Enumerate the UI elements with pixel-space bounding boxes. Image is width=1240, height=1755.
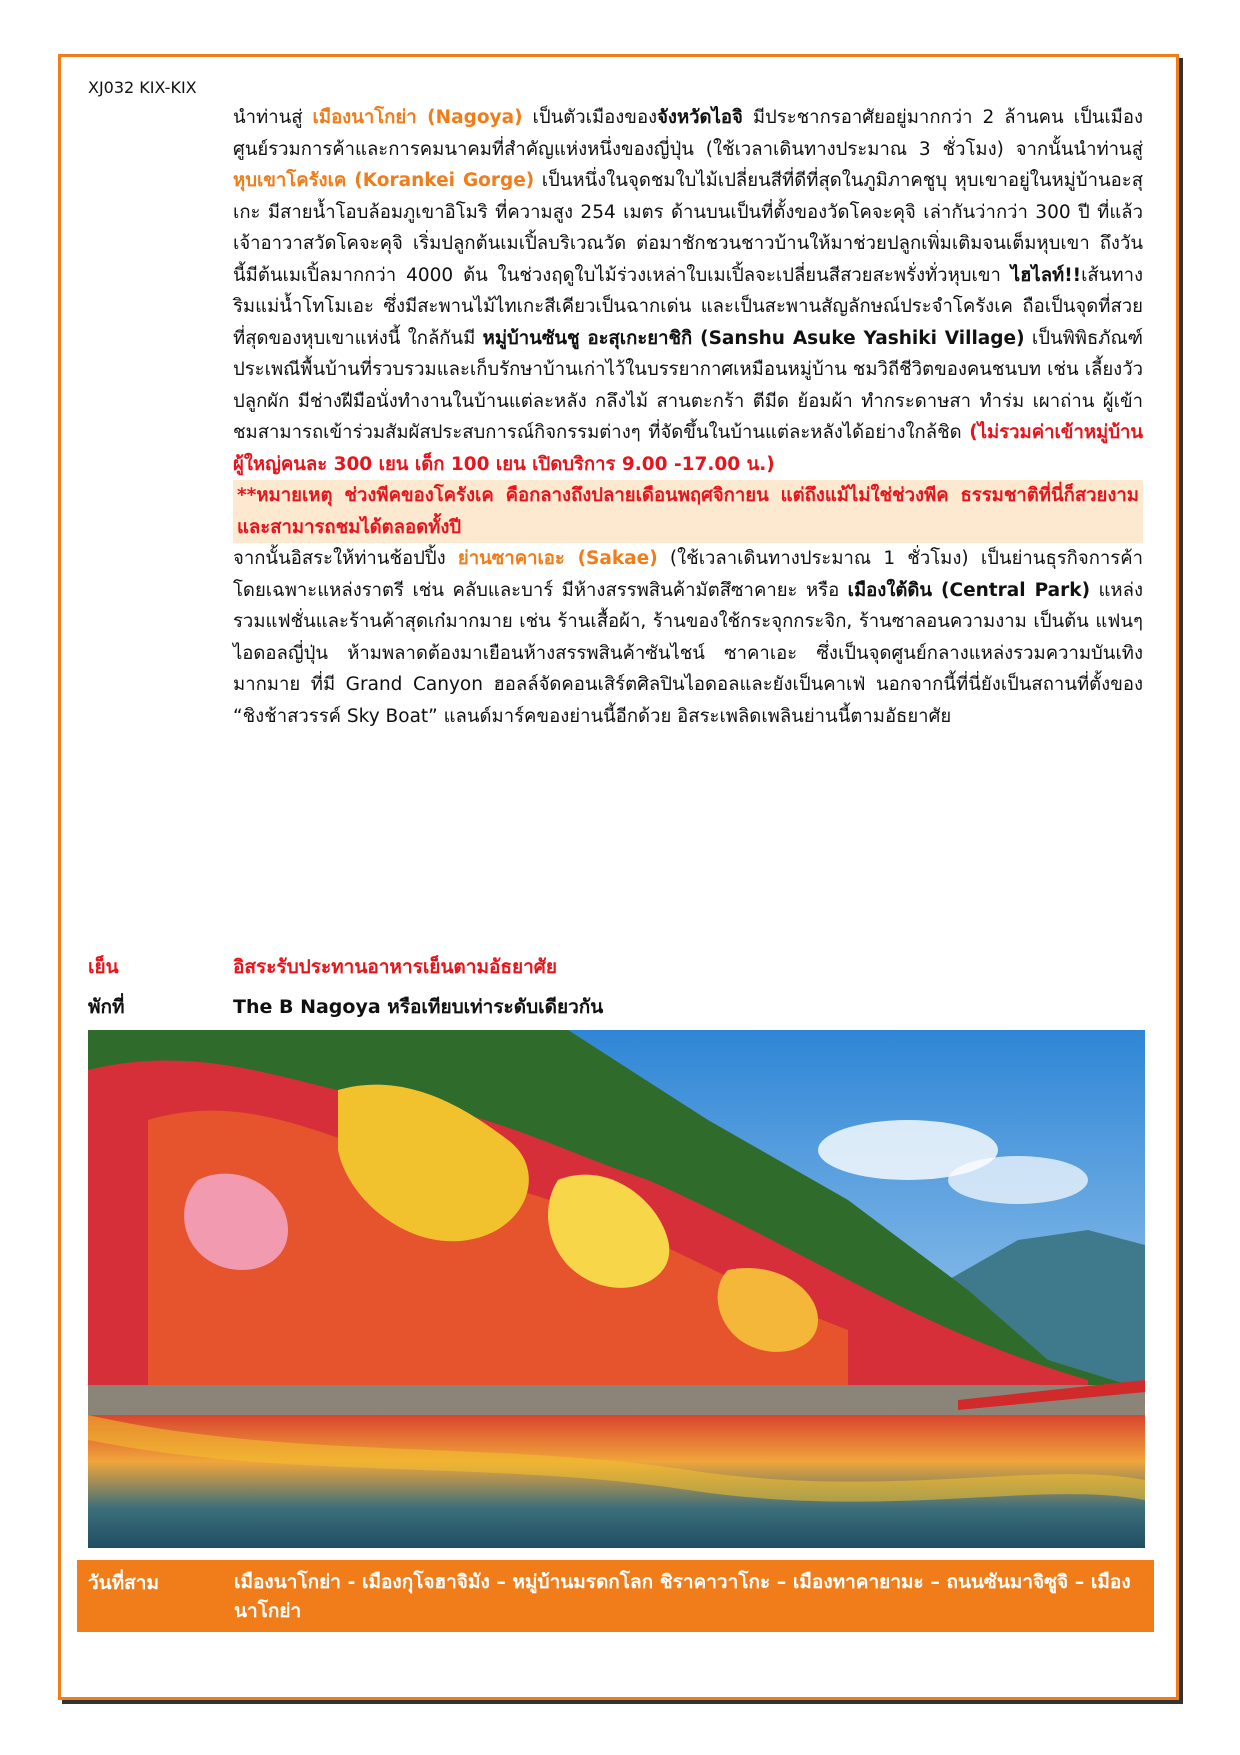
day-three-route: เมืองนาโกย่า - เมืองกุโจฮาจิมัง – หมู่บ้านมรดกโลก ชิราคาวาโกะ – เมืองทาคายามะ – ถนนซันมาจิซูจิ – เมืองนาโกย่า xyxy=(234,1571,1131,1622)
hotel-value: The B Nagoya หรือเทียบเท่าระดับเดียวกัน xyxy=(233,996,604,1018)
sakae-paragraph: จากนั้นอิสระให้ท่านช้อปปิ้ง ย่านซาคาเอะ (Sakae) (ใช้เวลาเดินทางประมาณ 1 ชั่วโมง) เป็นย่านธุรกิจการค้า โดยเฉพาะแหล่งราตรี เช่น คลับและบาร์ มีห้างสรรพสินค้ามัตสึซาคายะ หรือ เมืองใต้ดิน (Central Park) แหล่งรวมแฟชั่นและร้านค้าสุดเก๋มากมาย เช่น ร้านเสื้อผ้า, ร้านของใช้กระจุกกระจิก, ร้านซาลอนความงาม เป็นต้น แฟนๆไอดอลญี่ปุ่น ห้ามพลาดต้องมาเยือนห้างสรรพสินค้าซันไชน์ ซาคาเอะ ซึ่งเป็นจุดศูนย์กลางแหล่งรวมความบันเทิงมากมาย ที่มี Grand Canyon ฮอลล์จัดคอนเสิร์ตศิลปินไอดอลและยังเป็นคาเฟ่ นอกจากนี้ที่นี่ยังเป็นสถานที่ตั้งของ “ชิงช้าสวรรค์ Sky Boat” แลนด์มาร์คของย่านนี้อีกด้วย อิสระเพลิดเพลินย่านนี้ตามอัธยาศัย xyxy=(233,548,1143,727)
peak-season-note: **หมายเหตุ ช่วงพีคของโครังเค คือกลางถึงปลายเดือนพฤศจิกายน แต่ถึงแม้ไม่ใช่ช่วงพีค ธรรมชาติที่นี่ก็สวยงามและสามารถชมได้ตลอดทั้งปี xyxy=(233,480,1143,543)
dinner-label: เย็น xyxy=(88,956,119,978)
day-three-banner xyxy=(77,1560,1154,1632)
nagoya-korankei-paragraph: นำท่านสู่ เมืองนาโกย่า (Nagoya) เป็นตัวเมืองของจังหวัดไอจิ มีประชากรอาศัยอยู่มากกว่า 2 ล้านคน เป็นเมืองศูนย์รวมการค้าและการคมนาคมที่สำคัญแห่งหนึ่งของญี่ปุ่น (ใช้เวลาเดินทางประมาณ 3 ชั่วโมง) จากนั้นนำท่านสู่ หุบเขาโครังเค (Korankei Gorge) เป็นหนึ่งในจุดชมใบไม้เปลี่ยนสีที่ดีที่สุดในภูมิภาคชูบุ หุบเขาอยู่ในหมู่บ้านอะสุเกะ มีสายน้ำโอบล้อมภูเขาอิโมริ ที่ความสูง 254 เมตร ด้านบนเป็นที่ตั้งของวัดโคจะคุจิ เล่ากันว่ากว่า 300 ปี ที่แล้ว เจ้าอาวาสวัดโคจะคุจิ เริ่มปลูกต้นเมเปิ้ลบริเวณวัด ต่อมาชักชวนชาวบ้านให้มาช่วยปลูกเพิ่มเติมจนเต็มหุบเขา ถึงวันนี้มีต้นเมเปิ้ลมากกว่า 4000 ต้น ในช่วงฤดูใบไม้ร่วงเหล่าใบเมเปิ้ลจะเปลี่ยนสีสวยสะพรั่งทั่วหุบเขา ไฮไลท์!!เส้นทางริมแม่น้ำโทโมเอะ ซึ่งมีสะพานไม้ไทเกะสีเคียวเป็นฉากเด่น และเป็นสะพานสัญลักษณ์ประจำโครังเค ถือเป็นจุดที่สวยที่สุดของหุบเขาแห่งนี้ ใกล้กันมี หมู่บ้านซันชู อะสุเกะยาชิกิ (Sanshu Asuke Yashiki Village) เป็นพิพิธภัณฑ์ประเพณีพื้นบ้านที่รวบรวมและเก็บรักษาบ้านเก่าไว้ในบรรยากาศเหมือนหมู่บ้าน ชมวิถีชีวิตของคนชนบท เช่น เลี้ยงวัว ปลูกผัก มีช่างฝีมือนั่งทำงานในบ้านแต่ละหลัง กลึงไม้ สานตะกร้า ตีมีด ย้อมผ้า ทำกระดาษสา ทำร่ม เผาถ่าน ผู้เข้าชมสามารถเข้าร่วมสัมผัสประสบการณ์กิจกรรมต่างๆ ที่จัดขึ้นในบ้านแต่ละหลังได้อย่างใกล้ชิด (ไม่รวมค่าเข้าหมู่บ้าน ผู้ใหญ่คนละ 300 เยน เด็ก 100 เยน เปิดบริการ 9.00 -17.00 น.) xyxy=(233,107,1143,475)
korankei-highlight: หุบเขาโครังเค (Korankei Gorge) xyxy=(233,170,535,191)
nagoya-highlight: เมืองนาโกย่า (Nagoya) xyxy=(312,107,523,128)
aichi-highlight: จังหวัดไอจิ xyxy=(657,107,743,128)
day-three-label: วันที่สาม xyxy=(88,1572,159,1594)
korankei-autumn-photo xyxy=(88,1030,1145,1548)
sakae-highlight: ย่านซาคาเอะ (Sakae) xyxy=(457,548,658,569)
central-park-highlight: เมืองใต้ดิน (Central Park) xyxy=(847,579,1091,601)
highlight-label: ไฮไลท์!! xyxy=(1010,264,1082,286)
dinner-value: อิสระรับประทานอาหารเย็นตามอัธยาศัย xyxy=(233,956,557,978)
itinerary-body xyxy=(233,102,1143,732)
sanshu-village-highlight: หมู่บ้านซันชู อะสุเกะยาชิกิ (Sanshu Asuke Yashiki Village) xyxy=(482,327,1025,349)
hotel-label: พักที่ xyxy=(88,996,125,1018)
village-fee-note: (ไม่รวมค่าเข้าหมู่บ้าน ผู้ใหญ่คนละ 300 เยน เด็ก 100 เยน เปิดบริการ 9.00 -17.00 น.) xyxy=(233,422,1143,475)
tour-code: XJ032 KIX-KIX xyxy=(88,78,197,97)
